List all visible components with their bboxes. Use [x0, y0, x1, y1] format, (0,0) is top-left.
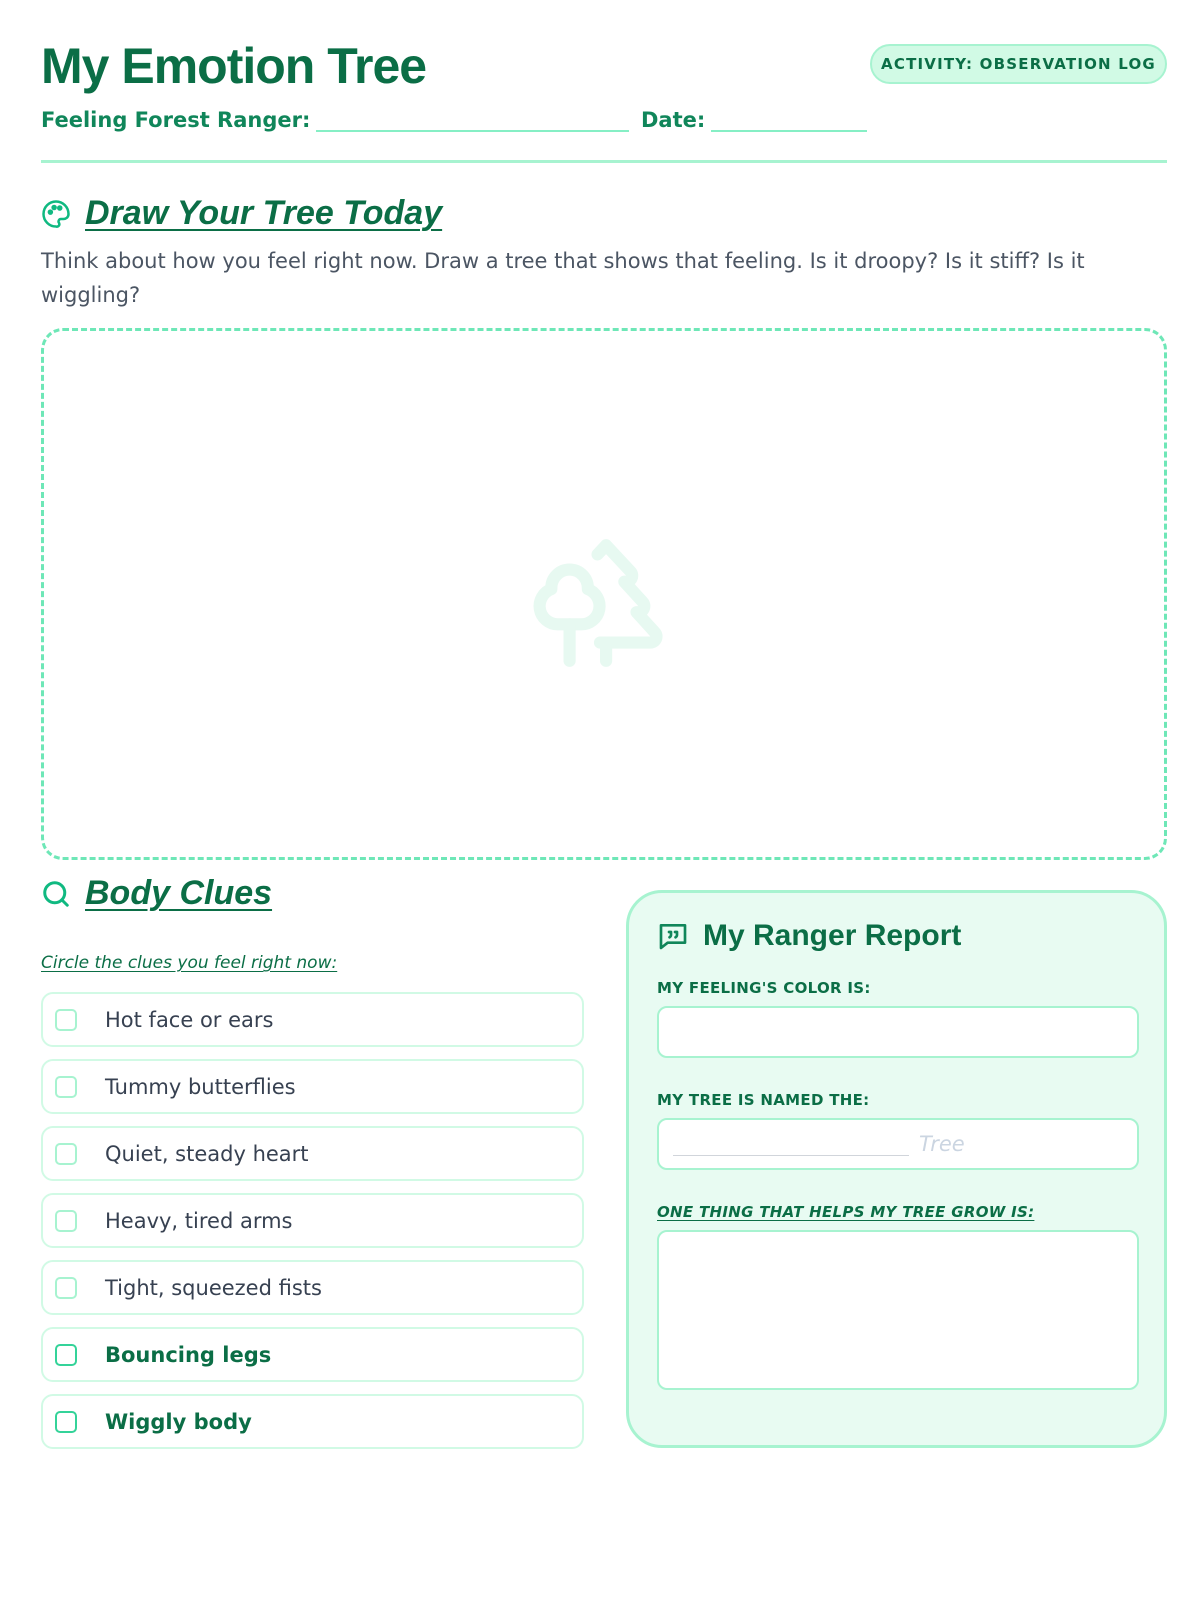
clue-label: Wiggly body — [105, 1409, 252, 1434]
ranger-name-label: Feeling Forest Ranger: — [41, 108, 311, 132]
ranger-report-title — [657, 919, 961, 953]
clue-checkbox[interactable] — [55, 1076, 77, 1098]
quote-bubble-icon — [657, 920, 689, 952]
ranger-name-field[interactable] — [41, 108, 629, 132]
tree-grow-textarea[interactable] — [657, 1230, 1139, 1390]
body-clues-hint: Circle the clues you feel right now: — [41, 953, 338, 973]
body-clues-title — [41, 874, 272, 913]
date-field[interactable] — [641, 108, 867, 132]
feeling-color-label: MY FEELING'S COLOR IS: — [657, 979, 871, 997]
header-divider — [41, 160, 1167, 163]
draw-section-heading: Draw Your Tree Today — [85, 194, 443, 232]
clue-item[interactable] — [41, 1193, 584, 1248]
clue-label: Bouncing legs — [105, 1342, 272, 1367]
date-line[interactable] — [711, 108, 867, 132]
ranger-name-line[interactable] — [316, 108, 629, 132]
tree-grow-label: ONE THING THAT HELPS MY TREE GROW IS: — [657, 1203, 1035, 1221]
clue-label: Hot face or ears — [105, 1007, 274, 1032]
search-icon — [41, 879, 71, 909]
page-title: My Emotion Tree — [41, 38, 427, 94]
clue-checkbox[interactable] — [55, 1009, 77, 1031]
trees-icon — [527, 527, 673, 673]
palette-icon — [41, 199, 71, 229]
clue-label: Tummy butterflies — [105, 1074, 296, 1099]
clue-checkbox[interactable] — [55, 1210, 77, 1232]
clue-checkbox[interactable] — [55, 1411, 77, 1433]
clue-label: Tight, squeezed fists — [105, 1275, 322, 1300]
feeling-color-input[interactable] — [657, 1006, 1139, 1058]
tree-name-blank — [673, 1135, 909, 1156]
ranger-report-heading: My Ranger Report — [703, 919, 962, 952]
clue-checkbox[interactable] — [55, 1344, 77, 1366]
clue-item[interactable] — [41, 1126, 584, 1181]
tree-name-suffix: Tree — [919, 1132, 965, 1156]
clue-item[interactable] — [41, 1394, 584, 1449]
clue-checkbox[interactable] — [55, 1277, 77, 1299]
date-label: Date: — [641, 108, 706, 132]
clue-item[interactable] — [41, 1059, 584, 1114]
drawing-area[interactable] — [41, 328, 1167, 860]
body-clues-heading: Body Clues — [85, 874, 273, 912]
clue-label: Quiet, steady heart — [105, 1141, 309, 1166]
clue-item[interactable] — [41, 1260, 584, 1315]
tree-name-input[interactable] — [657, 1118, 1139, 1170]
clue-label: Heavy, tired arms — [105, 1208, 293, 1233]
tree-name-label: MY TREE IS NAMED THE: — [657, 1091, 870, 1109]
tree-name-fill — [673, 1132, 965, 1156]
clue-checkbox[interactable] — [55, 1143, 77, 1165]
draw-instructions: Think about how you feel right now. Draw a tree that shows that feeling. Is it droopy? Is it stiff? Is it wiggling? — [41, 249, 1085, 307]
draw-section-title — [41, 194, 442, 233]
clue-item[interactable] — [41, 992, 584, 1047]
ranger-report-panel — [626, 890, 1167, 1448]
activity-badge: ACTIVITY: OBSERVATION LOG — [870, 44, 1167, 84]
clue-item[interactable] — [41, 1327, 584, 1382]
